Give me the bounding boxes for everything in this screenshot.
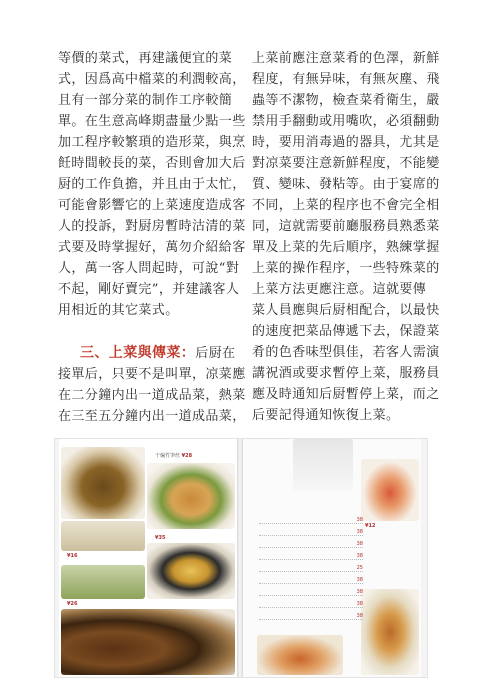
text-line: 式，因爲高中檔菜的利潤較高，: [58, 72, 246, 87]
left-text-column: [58, 48, 246, 427]
text-line: 后厨在: [195, 346, 236, 361]
dish-tag: ¥12: [365, 523, 376, 529]
menu-list-item: 38: [259, 529, 363, 536]
text-line: 人，萬一客人問起時，可說“對: [58, 261, 240, 276]
text-line: 講祝酒或要求暫停上菜，服務員: [252, 366, 440, 381]
menu-list-item: 38: [259, 577, 363, 584]
text-line: 單及上菜的先后順序，熟練掌握: [252, 240, 440, 255]
dish-tag: 干煸竹笋丝 ¥28: [155, 453, 193, 459]
text-line: 單。在生意高峰期盡量少點一些: [58, 114, 246, 129]
menu-list-item: 38: [259, 601, 363, 608]
dish-photo-bamboo-shoots: [61, 447, 145, 519]
text-line: 肴的色香味型俱佳，若客人需演: [252, 345, 440, 360]
text-line: 加工程序較繁瑣的造形菜，與烹: [58, 135, 246, 150]
text-line: 后要記得通知恢復上菜。: [252, 408, 400, 423]
text-line: 同，這就需要前廳服務員熟悉菜: [252, 219, 440, 234]
text-line: 飪時間較長的菜，否則會加大后: [58, 156, 246, 171]
text-line: 人的投訴，對厨房暫時沽清的菜: [58, 219, 246, 234]
text-line: 可能會影響它的上菜速度造成客: [58, 198, 246, 213]
dish-photo-noodles: [147, 463, 235, 529]
text-line: 程度，有無异味，有無灰塵、飛: [252, 72, 440, 87]
menu-list-item: 38: [259, 541, 363, 548]
text-line: 不起，剛好賣完”，并建議客人: [58, 282, 240, 297]
menu-list-item: 25: [259, 565, 363, 572]
dish-tag: ¥35: [155, 535, 166, 541]
menu-list-item: 38: [259, 589, 363, 596]
menu-right-page: [243, 439, 421, 677]
text-line: 式要及時掌握好，萬勿介紹給客: [58, 240, 246, 255]
text-line: 蟲等不潔物，檢查菜肴衛生，嚴: [252, 93, 440, 108]
dish-photo-small: [257, 635, 343, 675]
text-line: 時，要用消毒過的器具，尤其是: [252, 135, 440, 150]
section-heading: 三、上菜與傳菜：: [80, 345, 196, 361]
dish-photo-roll: [61, 521, 145, 551]
menu-list-item: 38: [259, 613, 363, 620]
text-line: 應及時通知后厨暫停上菜，而之: [252, 387, 440, 402]
text-line: 禁用手翻動或用嘴吹，必須翻動: [252, 114, 440, 129]
dish-photo-sliced: [361, 589, 419, 675]
dish-tag: ¥26: [67, 601, 78, 607]
dish-photo-mushrooms: [61, 609, 235, 675]
text-line: 等價的菜式，再建議便宜的菜: [58, 51, 233, 66]
text-line: [58, 343, 246, 364]
text-line: 上菜的操作程序，一些特殊菜的: [252, 261, 440, 276]
text-line: 菜人員應與后厨相配合，以最快: [252, 303, 440, 318]
text-line: 對凉菜要注意新鮮程度，不能變: [252, 156, 440, 171]
dish-tag: ¥16: [67, 553, 78, 559]
paragraph-ordering-tips: [58, 48, 246, 321]
menu-left-page: [59, 439, 237, 677]
text-line: 的速度把菜品傳遞下去，保證菜: [252, 324, 440, 339]
dish-photo-plated: [361, 459, 419, 521]
text-line: 且有一部分菜的制作工序較簡: [58, 93, 233, 108]
paragraph-serving-continued: [252, 48, 440, 426]
window-decoration: [293, 439, 353, 491]
text-line: 在三至五分鐘内出一道成品菜，: [58, 409, 246, 424]
text-line: 厨的工作負擔，并且由于太忙，: [58, 177, 246, 192]
text-line: 質、變味、發粘等。由于宴席的: [252, 177, 440, 192]
text-line: 上菜前應注意菜肴的色澤，新鮮: [252, 51, 440, 66]
text-line: 上菜方法更應注意。這就要傳: [252, 282, 427, 297]
text-line: 不同，上菜的程序也不會完全相: [252, 198, 440, 213]
text-line: 用相近的其它菜式。: [58, 303, 179, 318]
menu-list-item: 38: [259, 517, 363, 524]
paragraph-serving: [58, 343, 246, 427]
menu-list-item: 38: [259, 553, 363, 560]
paragraph-spacer: [58, 321, 246, 343]
dish-photo-greens: [61, 565, 145, 599]
right-text-column: [252, 48, 440, 426]
dish-photo-stew: [147, 543, 235, 599]
menu-photo: [54, 438, 428, 678]
text-line: 接單后，只要不是叫單，凉菜應: [58, 367, 246, 382]
text-line: 在二分鐘内出一道成品菜，熱菜: [58, 388, 246, 403]
